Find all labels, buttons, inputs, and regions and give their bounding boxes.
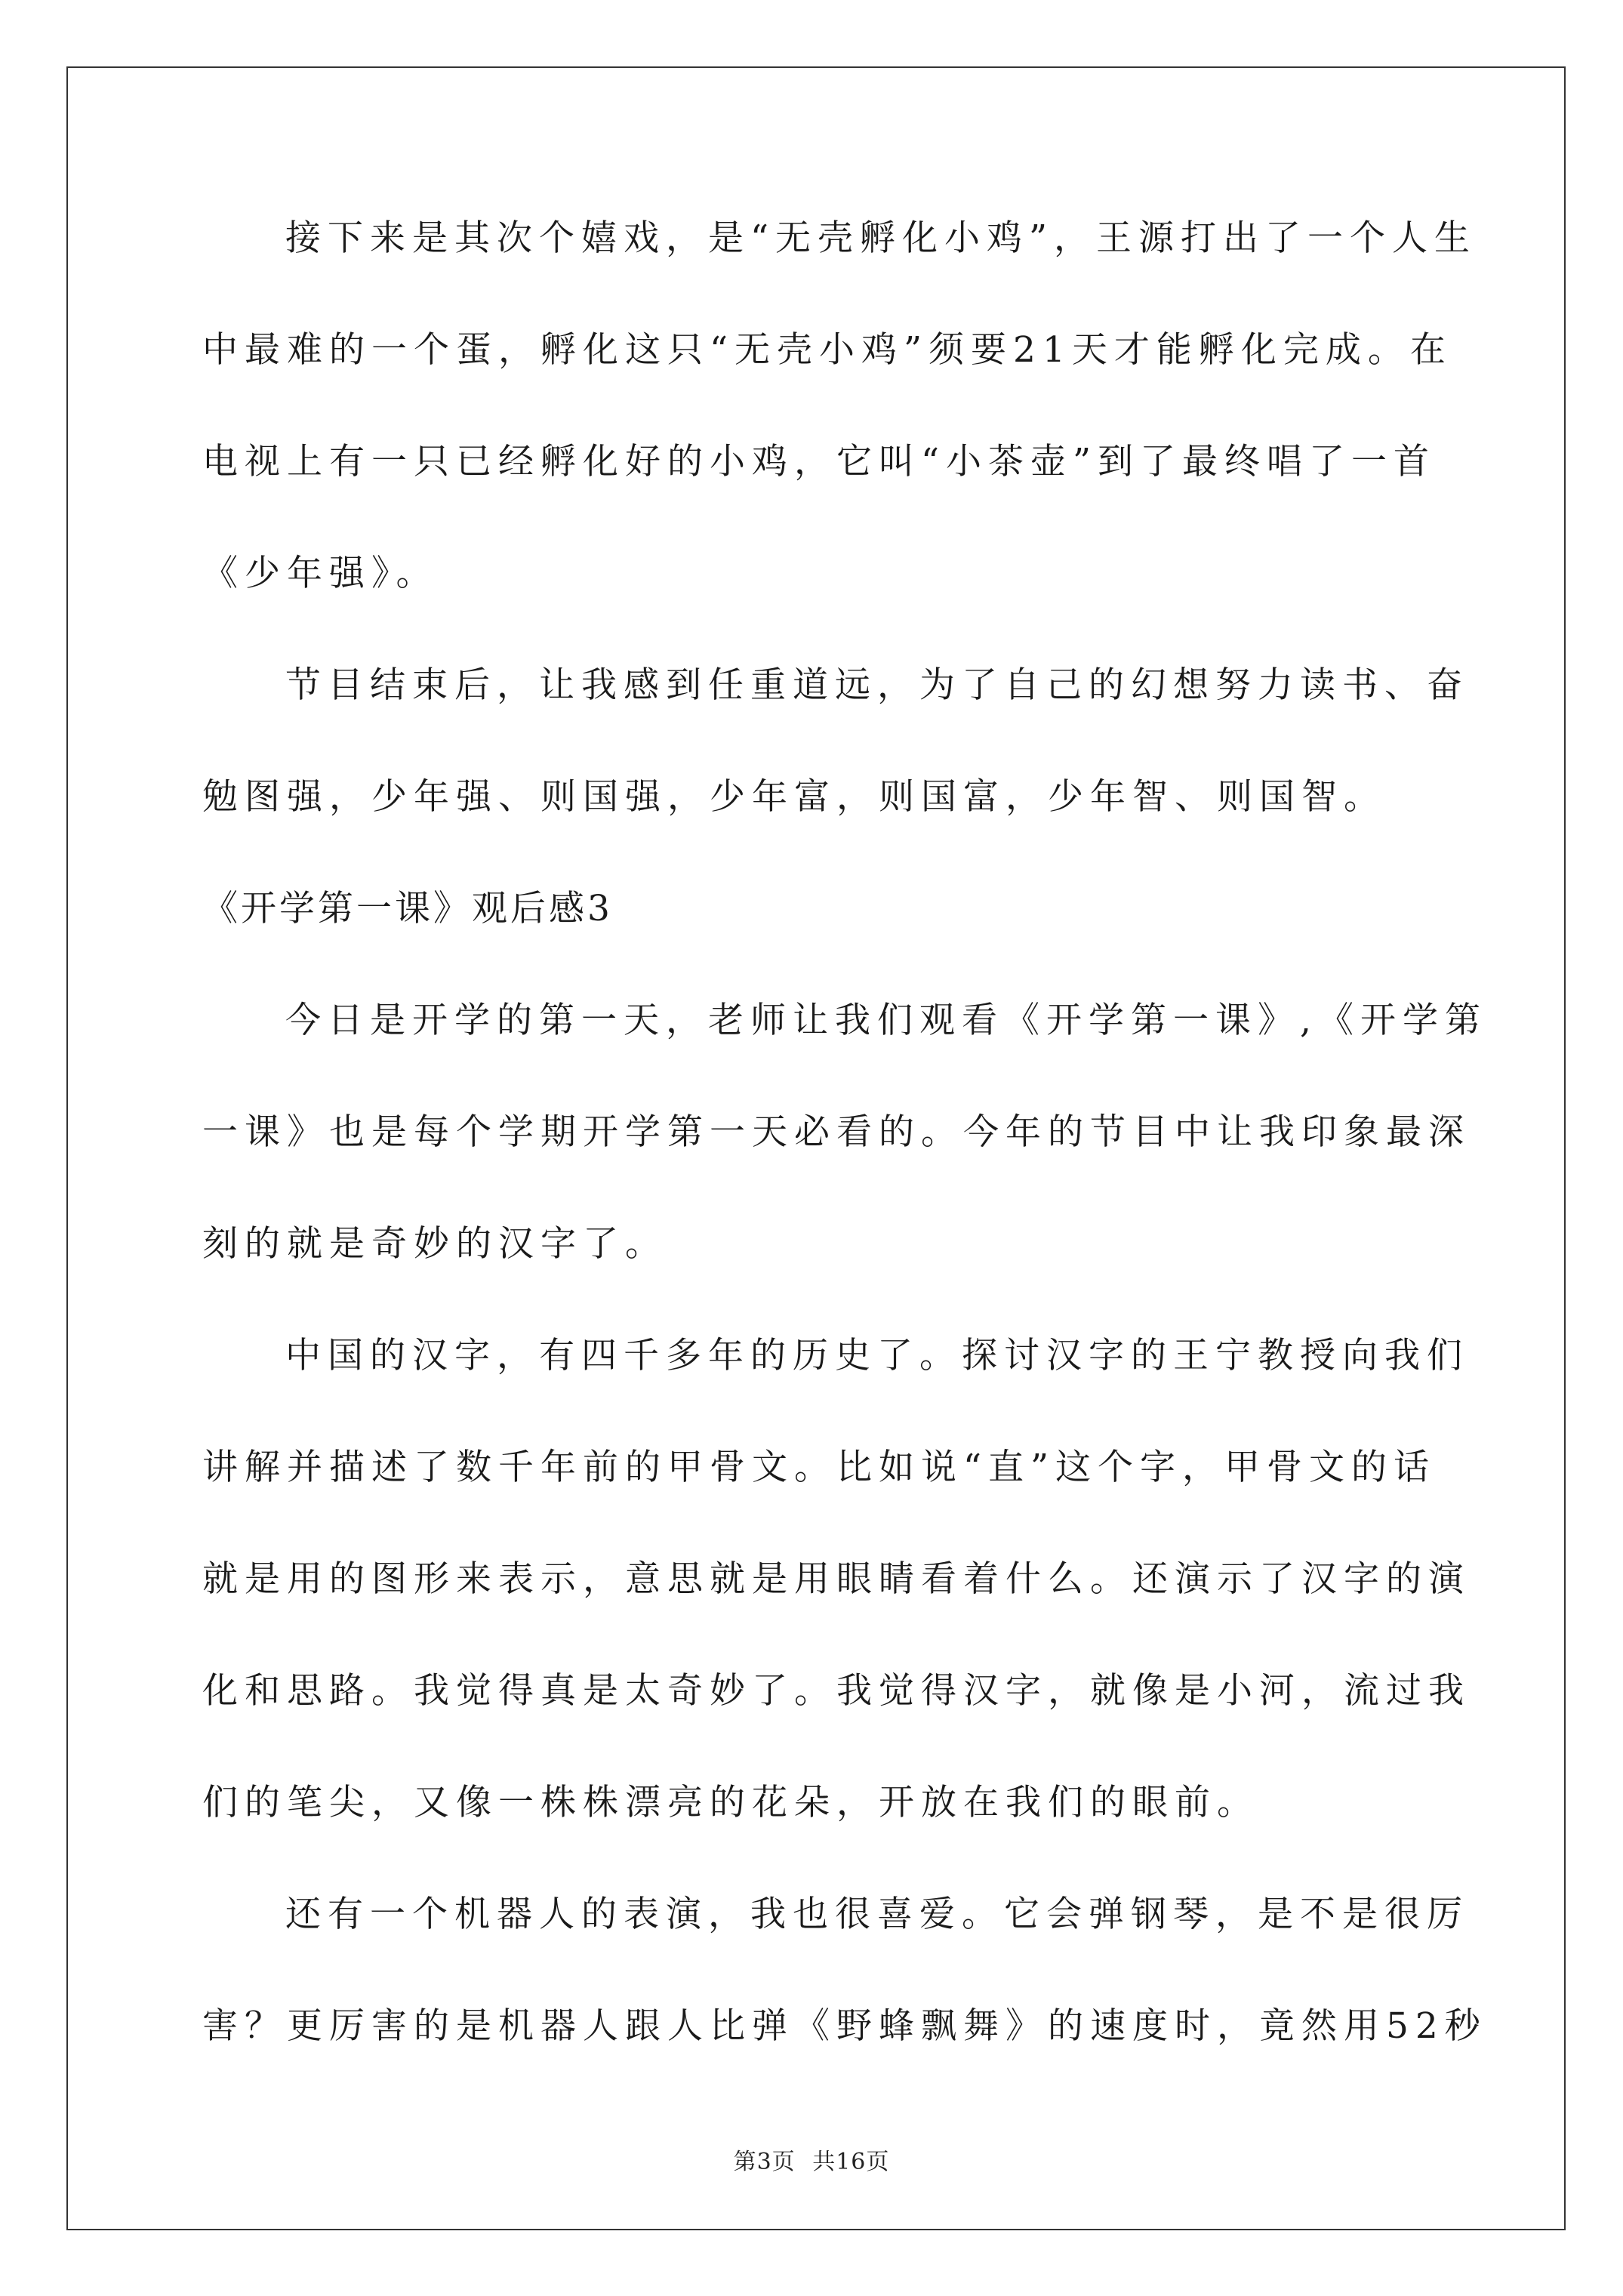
paragraph bbox=[202, 998, 1487, 1333]
text-line: 中最难的一个蛋，孵化这只“无壳小鸡”须要21天才能孵化完成。在 bbox=[202, 329, 1452, 371]
page-footer bbox=[0, 2143, 1623, 2176]
text-line: 中国的汉字，有四千多年的历史了。探讨汉字的王宁教授向我们 bbox=[285, 1335, 1469, 1376]
text-line: 勉图强，少年强、则国强，少年富，则国富，少年智、则国智。 bbox=[202, 776, 1386, 818]
document-body bbox=[202, 216, 1487, 2116]
text-line: 就是用的图形来表示，意思就是用眼睛看着什么。还演示了汉字的演 bbox=[202, 1558, 1471, 1600]
text-line: 节目结束后，让我感到任重道远，为了自己的幻想努力读书、奋 bbox=[285, 664, 1469, 706]
text-line: 们的笔尖，又像一株株漂亮的花朵，开放在我们的眼前。 bbox=[202, 1782, 1259, 1823]
text-line: 今日是开学的第一天，老师让我们观看《开学第一课》,《开学第 bbox=[285, 1000, 1487, 1041]
text-line: 化和思路。我觉得真是太奇妙了。我觉得汉字，就像是小河，流过我 bbox=[202, 1670, 1471, 1712]
text-line: 还有一个机器人的表演，我也很喜爱。它会弹钢琴，是不是很厉 bbox=[285, 1894, 1469, 1935]
paragraph bbox=[202, 663, 1469, 886]
text-line: 害？更厉害的是机器人跟人比弹《野蜂飘舞》的速度时，竟然用52秒 bbox=[202, 2005, 1487, 2047]
paragraph bbox=[202, 216, 1477, 663]
section-heading bbox=[202, 886, 1431, 998]
text-line: 刻的就是奇妙的汉字了。 bbox=[202, 1223, 667, 1265]
page-total: 共16页 bbox=[812, 2149, 890, 2175]
text-line: 《少年强》。 bbox=[202, 553, 439, 594]
text-line: 电视上有一只已经孵化好的小鸡，它叫“小茶壶”到了最终唱了一首 bbox=[202, 441, 1437, 482]
text-line: 一课》也是每个学期开学第一天必看的。今年的节目中让我印象最深 bbox=[202, 1111, 1471, 1153]
paragraph bbox=[202, 1333, 1471, 1892]
heading-text: 《开学第一课》观后感3 bbox=[202, 888, 613, 929]
paragraph bbox=[202, 1892, 1487, 2116]
text-line: 讲解并描述了数千年前的甲骨文。比如说“直”这个字，甲骨文的话 bbox=[202, 1447, 1437, 1488]
text-line: 接下来是其次个嬉戏，是“无壳孵化小鸡”，王源打出了一个人生 bbox=[285, 217, 1477, 259]
page-number: 第3页 bbox=[733, 2149, 796, 2175]
